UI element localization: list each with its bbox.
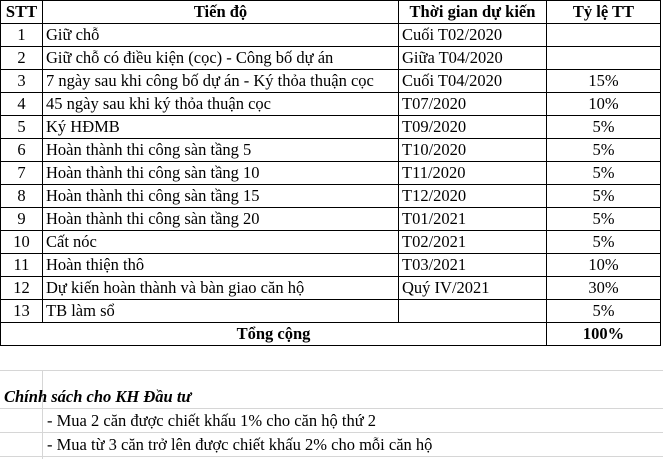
table-row — [1, 185, 661, 208]
row-stt: 10 — [1, 231, 43, 254]
sheet-column-line — [42, 370, 43, 459]
row-expected-time: T09/2020 — [399, 116, 547, 139]
row-progress: Giữ chỗ — [43, 24, 399, 47]
header-stt: STT — [1, 1, 43, 24]
row-expected-time: T02/2021 — [399, 231, 547, 254]
header-expected-time: Thời gian dự kiến — [399, 1, 547, 24]
row-stt: 12 — [1, 277, 43, 300]
row-stt: 11 — [1, 254, 43, 277]
row-rate — [547, 47, 661, 70]
row-expected-time: T01/2021 — [399, 208, 547, 231]
row-expected-time: T07/2020 — [399, 93, 547, 116]
row-progress: 45 ngày sau khi ký thỏa thuận cọc — [43, 93, 399, 116]
table-row — [1, 254, 661, 277]
row-progress: Hoàn thành thi công sàn tầng 20 — [43, 208, 399, 231]
table-row — [1, 277, 661, 300]
row-progress: Cất nóc — [43, 231, 399, 254]
policy-title: Chính sách cho KH Đầu tư — [4, 387, 192, 406]
row-progress: Hoàn thiện thô — [43, 254, 399, 277]
row-rate: 15% — [547, 70, 661, 93]
sheet-gridline — [0, 370, 663, 371]
row-expected-time: Quý IV/2021 — [399, 277, 547, 300]
table-row — [1, 93, 661, 116]
table-row — [1, 24, 661, 47]
row-progress: 7 ngày sau khi công bố dự án - Ký thỏa thuận cọc — [43, 70, 399, 93]
row-rate — [547, 24, 661, 47]
sheet-gridline — [0, 432, 663, 433]
row-stt: 6 — [1, 139, 43, 162]
table-row — [1, 300, 661, 323]
row-expected-time: T10/2020 — [399, 139, 547, 162]
table-row — [1, 116, 661, 139]
table-row — [1, 70, 661, 93]
row-rate: 10% — [547, 254, 661, 277]
row-rate: 5% — [547, 208, 661, 231]
row-rate: 5% — [547, 231, 661, 254]
row-expected-time — [399, 300, 547, 323]
sheet-gridline — [0, 456, 663, 457]
row-expected-time: T11/2020 — [399, 162, 547, 185]
row-rate: 10% — [547, 93, 661, 116]
total-row — [1, 323, 661, 346]
sheet-gridline — [0, 408, 663, 409]
row-progress: TB làm sổ — [43, 300, 399, 323]
policy-line: - Mua 2 căn được chiết khấu 1% cho căn hộ thứ 2 — [47, 411, 377, 430]
row-progress: Hoàn thành thi công sàn tầng 5 — [43, 139, 399, 162]
row-rate: 5% — [547, 116, 661, 139]
table-row — [1, 208, 661, 231]
row-expected-time: Giữa T04/2020 — [399, 47, 547, 70]
table-row — [1, 139, 661, 162]
row-expected-time: Cuối T02/2020 — [399, 24, 547, 47]
row-rate: 5% — [547, 162, 661, 185]
table-row — [1, 47, 661, 70]
table-row — [1, 162, 661, 185]
row-progress: Hoàn thành thi công sàn tầng 15 — [43, 185, 399, 208]
total-rate: 100% — [547, 323, 661, 346]
row-stt: 2 — [1, 47, 43, 70]
row-rate: 5% — [547, 300, 661, 323]
row-stt: 9 — [1, 208, 43, 231]
row-stt: 3 — [1, 70, 43, 93]
row-stt: 1 — [1, 24, 43, 47]
row-expected-time: T03/2021 — [399, 254, 547, 277]
row-progress: Hoàn thành thi công sàn tầng 10 — [43, 162, 399, 185]
row-rate: 5% — [547, 139, 661, 162]
row-progress: Dự kiến hoàn thành và bàn giao căn hộ — [43, 277, 399, 300]
table-row — [1, 231, 661, 254]
header-rate: Tỷ lệ TT — [547, 1, 661, 24]
row-stt: 5 — [1, 116, 43, 139]
row-rate: 5% — [547, 185, 661, 208]
policy-line: - Mua từ 3 căn trở lên được chiết khấu 2% cho mỗi căn hộ — [47, 435, 433, 454]
row-stt: 13 — [1, 300, 43, 323]
row-rate: 30% — [547, 277, 661, 300]
header-progress: Tiến độ — [43, 1, 399, 24]
row-progress: Ký HĐMB — [43, 116, 399, 139]
row-stt: 7 — [1, 162, 43, 185]
row-stt: 8 — [1, 185, 43, 208]
row-expected-time: Cuối T04/2020 — [399, 70, 547, 93]
row-progress: Giữ chỗ có điều kiện (cọc) - Công bố dự án — [43, 47, 399, 70]
row-stt: 4 — [1, 93, 43, 116]
row-expected-time: T12/2020 — [399, 185, 547, 208]
total-label: Tổng cộng — [1, 323, 547, 346]
header-row — [1, 1, 661, 24]
